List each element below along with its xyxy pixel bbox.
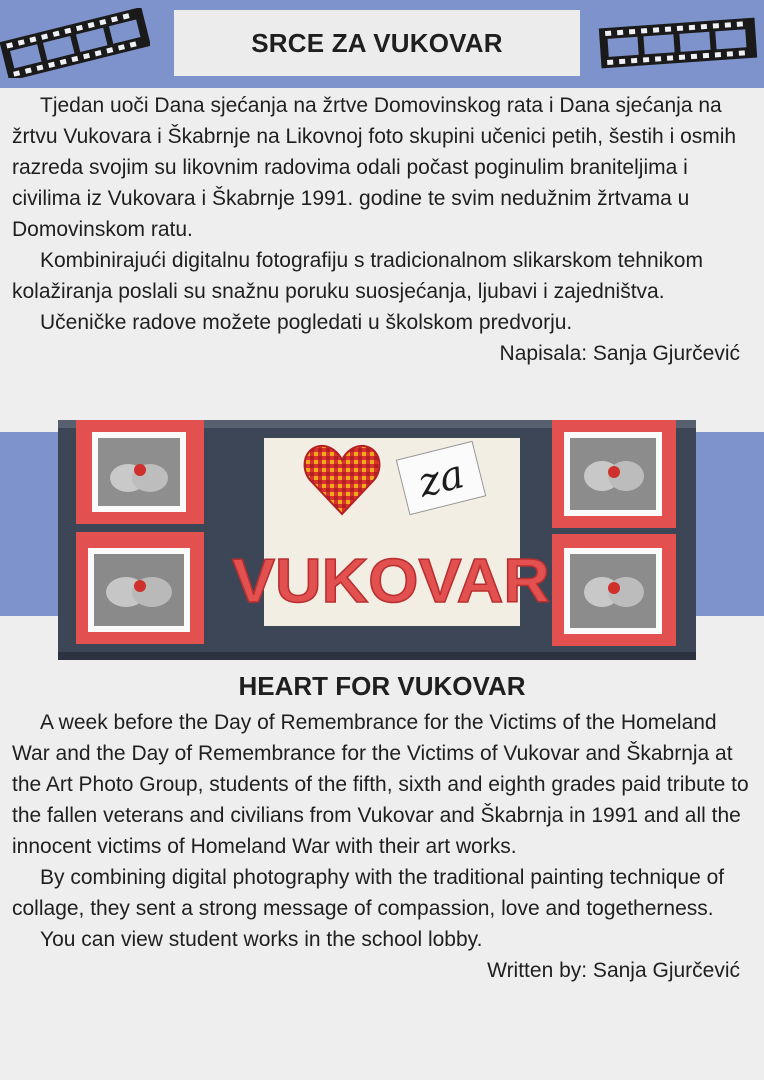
english-title: HEART FOR VUKOVAR	[238, 671, 526, 701]
photo-card-top-left	[76, 420, 204, 524]
english-author: Written by: Sanja Gjurčević	[487, 959, 740, 982]
vukovar-collage-letters: VUKOVAR	[232, 547, 550, 616]
croatian-article	[12, 90, 756, 369]
croatian-paragraph-2: Kombinirajući digitalnu fotografiju s tradicionalnom slikarskom tehnikom kolažiranja poslali su snažnu poruku suosjećanja, ljubavi i zajedništva.	[12, 249, 703, 303]
photo-card-bottom-left	[76, 532, 204, 644]
croatian-author: Napisala: Sanja Gjurčević	[499, 342, 740, 365]
film-strip-right-icon	[598, 12, 758, 74]
croatian-paragraph-3: Učeničke radove možete pogledati u školskom predvorju.	[40, 311, 573, 334]
za-word: za	[413, 451, 469, 507]
english-article	[12, 707, 756, 986]
film-strip-left-icon	[0, 8, 150, 78]
english-paragraph-2: By combining digital photography with the traditional painting technique of collage, they sent a strong message of compassion, love and togetherness.	[12, 866, 725, 920]
english-paragraph-1: A week before the Day of Remembrance for the Victims of the Homeland War and the Day of Remembrance for the Victims of Vukovar and Škabrnja at the Art Photo Group, students of the fifth, sixth and eighth grades paid tribute to the fallen veterans and civilians from Vukovar and Škabrnja in 1991 and all the innocent victims of Homeland War with their art works.	[12, 711, 749, 858]
croatian-paragraph-1: Tjedan uoči Dana sjećanja na žrtve Domovinskog rata i Dana sjećanja na žrtvu Vukovara i Škabrnje na Likovnoj foto skupini učenici petih, šestih i osmih razreda svojim su likovnim radovima odali počast poginulim braniteljima i civilima iz Vukovara i Škabrnje 1991. godine te svim nedužnim žrtvama u Domovinskom ratu.	[12, 94, 737, 241]
photo-card-bottom-right	[552, 534, 676, 646]
page-title: SRCE ZA VUKOVAR	[174, 10, 580, 76]
english-paragraph-3: You can view student works in the school lobby.	[40, 928, 483, 951]
poster-photo	[58, 420, 696, 660]
photo-card-top-right	[552, 420, 676, 528]
